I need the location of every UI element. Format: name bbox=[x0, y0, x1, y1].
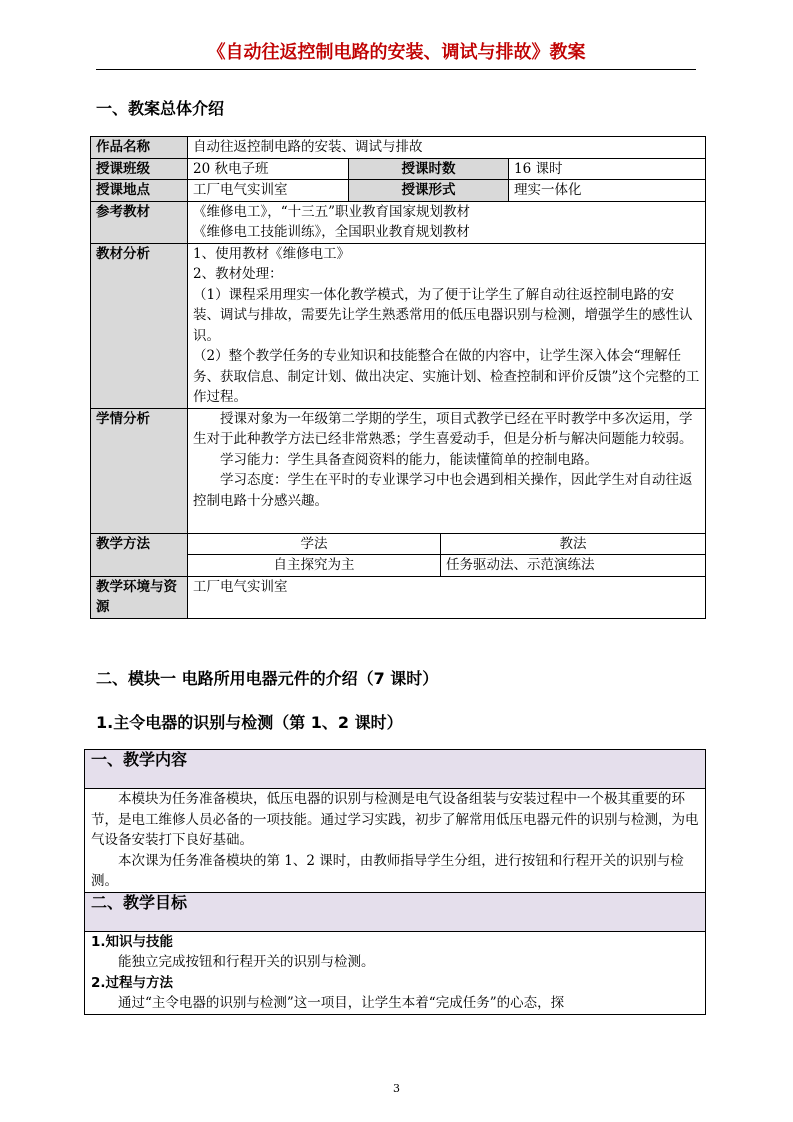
row-student-analysis bbox=[91, 408, 706, 533]
student-line: 学习能力：学生具备查阅资料的能力，能读懂简单的控制电路。 bbox=[220, 451, 598, 468]
learning-method-value: 自主探究为主 bbox=[188, 555, 441, 577]
value-student-analysis bbox=[188, 408, 706, 533]
row-goals-body bbox=[85, 931, 706, 1014]
value-textbook-analysis bbox=[188, 243, 706, 408]
label-textbooks: 参考教材 bbox=[91, 201, 188, 243]
goal-text-knowledge: 能独立完成按钮和行程开关的识别与检测。 bbox=[118, 954, 375, 970]
label-location: 授课地点 bbox=[91, 180, 188, 202]
label-class: 授课班级 bbox=[91, 158, 188, 180]
label-form: 授课形式 bbox=[349, 180, 509, 202]
section-heading-overview: 一、教案总体介绍 bbox=[96, 99, 225, 118]
header-rule bbox=[96, 69, 696, 70]
document-title: 《自动往返控制电路的安装、调试与排故》教案 bbox=[207, 42, 586, 63]
row-location-form bbox=[91, 180, 706, 202]
row-environment bbox=[91, 576, 706, 618]
textbook-line: 《维修电工技能训练》，全国职业教育规划教材 bbox=[193, 224, 470, 240]
analysis-line: 2、教材处理： bbox=[193, 266, 283, 282]
value-location: 工厂电气实训室 bbox=[188, 180, 349, 202]
row-content-heading bbox=[85, 750, 706, 789]
value-textbooks bbox=[188, 201, 706, 243]
teaching-content-heading: 一、教学内容 bbox=[85, 750, 706, 789]
value-work-name: 自动往返控制电路的安装、调试与排故 bbox=[188, 137, 706, 159]
section-heading-module1: 二、模块一 电路所用电器元件的介绍（7 课时） bbox=[96, 669, 439, 688]
value-environment: 工厂电气实训室 bbox=[188, 576, 706, 618]
learning-method-header: 学法 bbox=[188, 533, 441, 555]
row-content-body bbox=[85, 789, 706, 893]
analysis-line: 1、使用教材《维修电工》 bbox=[193, 245, 351, 262]
label-student-analysis: 学情分析 bbox=[91, 408, 188, 533]
overview-table bbox=[90, 136, 706, 619]
teaching-goals-heading: 二、教学目标 bbox=[85, 892, 706, 931]
textbook-line: 《维修电工》，“十三五”职业教育国家规划教材 bbox=[193, 203, 471, 220]
student-line: 授课对象为一年级第二学期的学生，项目式教学已经在平时教学中多次运用，学生对于此种教学方法已经非常熟悉；学生喜爱动手，但是分析与解决问题能力较弱。 bbox=[193, 410, 693, 447]
row-textbooks bbox=[91, 201, 706, 243]
row-work-name bbox=[91, 137, 706, 159]
page-number: 3 bbox=[393, 1082, 400, 1095]
value-form: 理实一体化 bbox=[509, 180, 706, 202]
teaching-method-value: 任务驱动法、示范演练法 bbox=[441, 555, 706, 577]
student-line: 学习态度：学生在平时的专业课学习中也会遇到相关操作，因此学生对自动往返控制电路十分感兴趣。 bbox=[193, 472, 693, 509]
label-environment: 教学环境与资源 bbox=[91, 576, 188, 618]
goal-text-process: 通过“主令电器的识别与检测”这一项目，让学生本着“完成任务”的心态，探 bbox=[118, 995, 565, 1011]
label-hours: 授课时数 bbox=[349, 158, 509, 180]
value-class: 20 秋电子班 bbox=[188, 158, 349, 180]
analysis-line: （1）课程采用理实一体化教学模式，为了便于让学生了解自动往返控制电路的安装、调试与排故，需要先让学生熟悉常用的低压电器识别与检测，增强学生的感性认识。 bbox=[193, 286, 693, 344]
content-paragraph: 本模块为任务准备模块，低压电器的识别与检测是电气设备组装与安装过程中一个极其重要的环节，是电工维修人员必备的一项技能。通过学习实践，初步了解常用低压电器元件的识别与检测，为电气设备安装打下良好基础。 bbox=[91, 791, 699, 848]
row-textbook-analysis bbox=[91, 243, 706, 408]
label-work-name: 作品名称 bbox=[91, 137, 188, 159]
label-teaching-method: 教学方法 bbox=[91, 533, 188, 576]
row-teaching-method-header bbox=[91, 533, 706, 555]
analysis-line: （2）整个教学任务的专业知识和技能整合在做的内容中，让学生深入体会“理解任务、获取信息、制定计划、做出决定、实施计划、检查控制和评价反馈”这个完整的工作过程。 bbox=[193, 348, 700, 405]
content-paragraph: 本次课为任务准备模块的第 1、2 课时，由教师指导学生分组，进行按钮和行程开关的识别与检测。 bbox=[91, 852, 684, 889]
goal-title-process: 2.过程与方法 bbox=[91, 974, 174, 991]
teaching-goals-body bbox=[85, 931, 706, 1014]
module-table bbox=[84, 749, 706, 1015]
label-textbook-analysis: 教材分析 bbox=[91, 243, 188, 408]
teaching-content-body bbox=[85, 789, 706, 893]
subsection-heading: 1.主令电器的识别与检测（第 1、2 课时） bbox=[96, 713, 403, 732]
teaching-method-header: 教法 bbox=[441, 533, 706, 555]
value-hours: 16 课时 bbox=[509, 158, 706, 180]
row-class-hours bbox=[91, 158, 706, 180]
row-goals-heading bbox=[85, 892, 706, 931]
goal-title-knowledge: 1.知识与技能 bbox=[91, 933, 174, 950]
